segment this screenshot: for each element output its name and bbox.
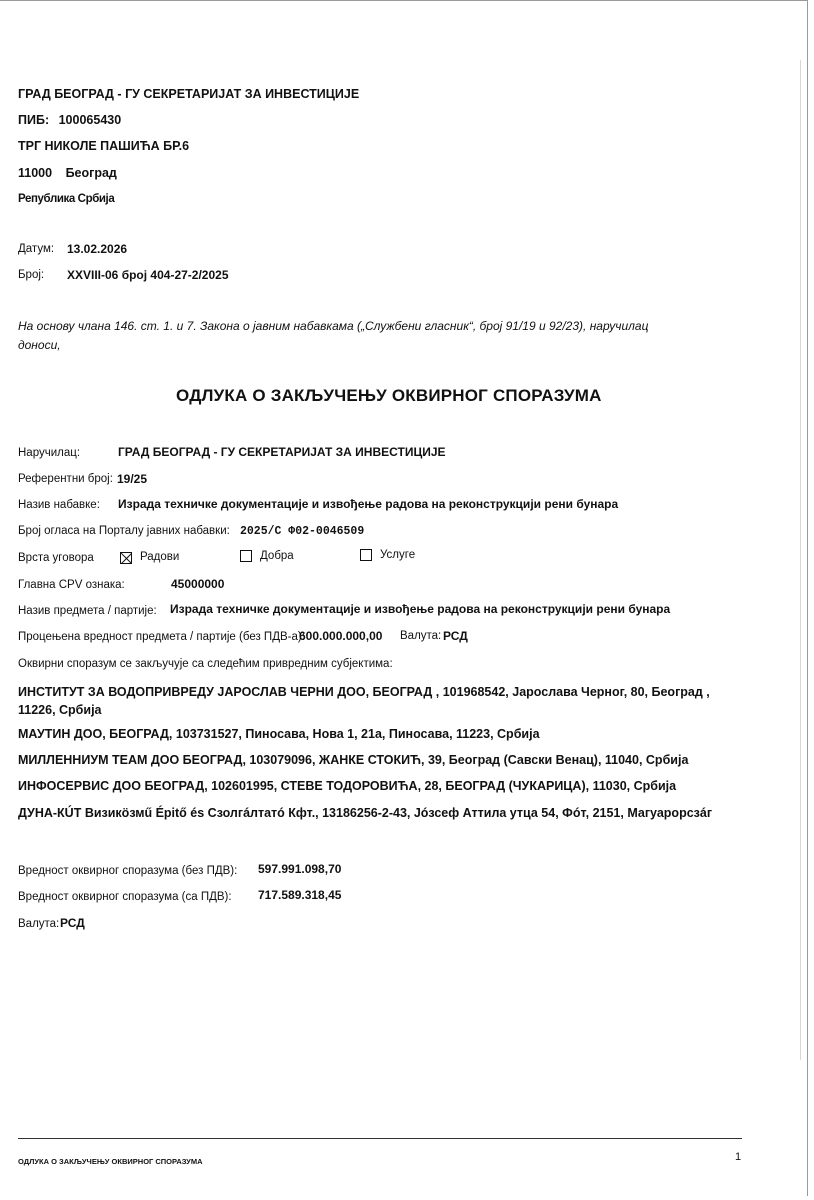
entity-item: МИЛЛЕННИУМ ТЕАМ ДОО БЕОГРАД, 103079096, ЖАНКЕ СТОКИЋ, 39, Београд (Савски Венац), 11040, Србија [18, 753, 689, 767]
cpv-label: Главна CPV ознака: [18, 579, 125, 591]
pib-value: 100065430 [58, 113, 122, 127]
procurement-name-label: Назив набавке: [18, 499, 100, 511]
totals-currency-label: Валута: [18, 918, 60, 930]
procurement-name-value: Израда техничке документације и извођење радова на реконструкцији рени бунара [118, 497, 619, 511]
estimated-value: 600.000.000,00 [299, 629, 383, 643]
pib-label: ПИБ: [18, 113, 50, 127]
reference-label: Референтни број: [18, 473, 113, 485]
contract-type-goods-checkbox[interactable] [240, 550, 252, 562]
postal-code: 11000 [18, 166, 53, 180]
date-value: 13.02.2026 [67, 242, 128, 256]
footer-document-title: ОДЛУКА О ЗАКЉУЧЕЊУ ОКВИРНОГ СПОРАЗУМА [18, 1157, 203, 1166]
contract-type-works-checkbox[interactable] [120, 552, 132, 564]
contract-type-services-label: Услуге [380, 549, 416, 561]
number-value: XXVIII-06 број 404-27-2/2025 [67, 268, 229, 282]
reference-value: 19/25 [117, 472, 148, 486]
cpv-value: 45000000 [171, 577, 225, 591]
entity-item: ИНСТИТУТ ЗА ВОДОПРИВРЕДУ ЈАРОСЛАВ ЧЕРНИ ДОО, БЕОГРАД , 101968542, Јарослава Черног, 80, Београд , 11226, Србија [18, 685, 710, 717]
subject-value: Израда техничке документације и извођење радова на реконструкцији рени бунара [170, 602, 671, 616]
total-with-vat-value: 717.589.318,45 [258, 888, 342, 902]
footer-divider [18, 1138, 742, 1139]
contract-type-services-checkbox[interactable] [360, 549, 372, 561]
notice-number-value: 2025/С Ф02-0046509 [240, 525, 365, 538]
entity-item: МАУТИН ДОО, БЕОГРАД, 103731527, Пиносава, Нова 1, 21а, Пиносава, 11223, Србија [18, 727, 540, 741]
currency-label: Валута: [400, 630, 442, 642]
total-without-vat-label: Вредност оквирног споразума (без ПДВ): [18, 865, 238, 877]
organization-name: ГРАД БЕОГРАД - ГУ СЕКРЕТАРИЈАТ ЗА ИНВЕСТИЦИЈЕ [18, 87, 360, 101]
totals-currency-value: РСД [60, 916, 85, 930]
city-line [18, 166, 117, 180]
total-with-vat-label: Вредност оквирног споразума (са ПДВ): [18, 891, 232, 903]
street-address: ТРГ НИКОЛЕ ПАШИЋА БР.6 [18, 139, 190, 153]
document-title: ОДЛУКА О ЗАКЉУЧЕЊУ ОКВИРНОГ СПОРАЗУМА [176, 386, 602, 405]
notice-number-label: Број огласа на Порталу јавних набавки: [18, 525, 230, 537]
entities-intro: Оквирни споразум се закључује са следећим привредним субјектима: [18, 658, 393, 670]
total-without-vat-value: 597.991.098,70 [258, 862, 342, 876]
date-label: Датум: [18, 243, 55, 255]
city: Београд [65, 166, 117, 180]
scan-artifact-line [800, 60, 801, 1060]
buyer-label: Наручилац: [18, 447, 81, 459]
contract-type-works-label: Радови [140, 551, 180, 563]
buyer-value: ГРАД БЕОГРАД - ГУ СЕКРЕТАРИЈАТ ЗА ИНВЕСТИЦИЈЕ [118, 445, 446, 459]
country: Република Србија [18, 193, 115, 205]
contract-type-goods-label: Добра [260, 550, 294, 562]
pib-line [18, 113, 121, 127]
estimated-value-label: Процењена вредност предмета / партије (без ПДВ-а): [18, 631, 305, 643]
entity-item: ДУНА-КÚТ Визикöзмű Épitő és Сзолгáлтатó Кфт., 13186256-2-43, Jóзсеф Аттила утца 54, Фóт, 2151, Магуарорсзáг [18, 806, 713, 820]
entity-item: ИНФОСЕРВИС ДОО БЕОГРАД, 102601995, СТЕВЕ ТОДОРОВИЋА, 28, БЕОГРАД (ЧУКАРИЦА), 11030, Србија [18, 779, 677, 793]
contract-type-label: Врста уговора [18, 552, 94, 564]
legal-basis-paragraph: На основу члана 146. ст. 1. и 7. Закона о јавним набавкама („Службени гласник“, број 91/19 и 92/23), наручилац доноси, [18, 319, 649, 352]
page-number: 1 [735, 1151, 742, 1163]
subject-label: Назив предмета / партије: [18, 605, 157, 617]
currency-value: РСД [443, 629, 468, 643]
number-label: Број: [18, 269, 45, 281]
